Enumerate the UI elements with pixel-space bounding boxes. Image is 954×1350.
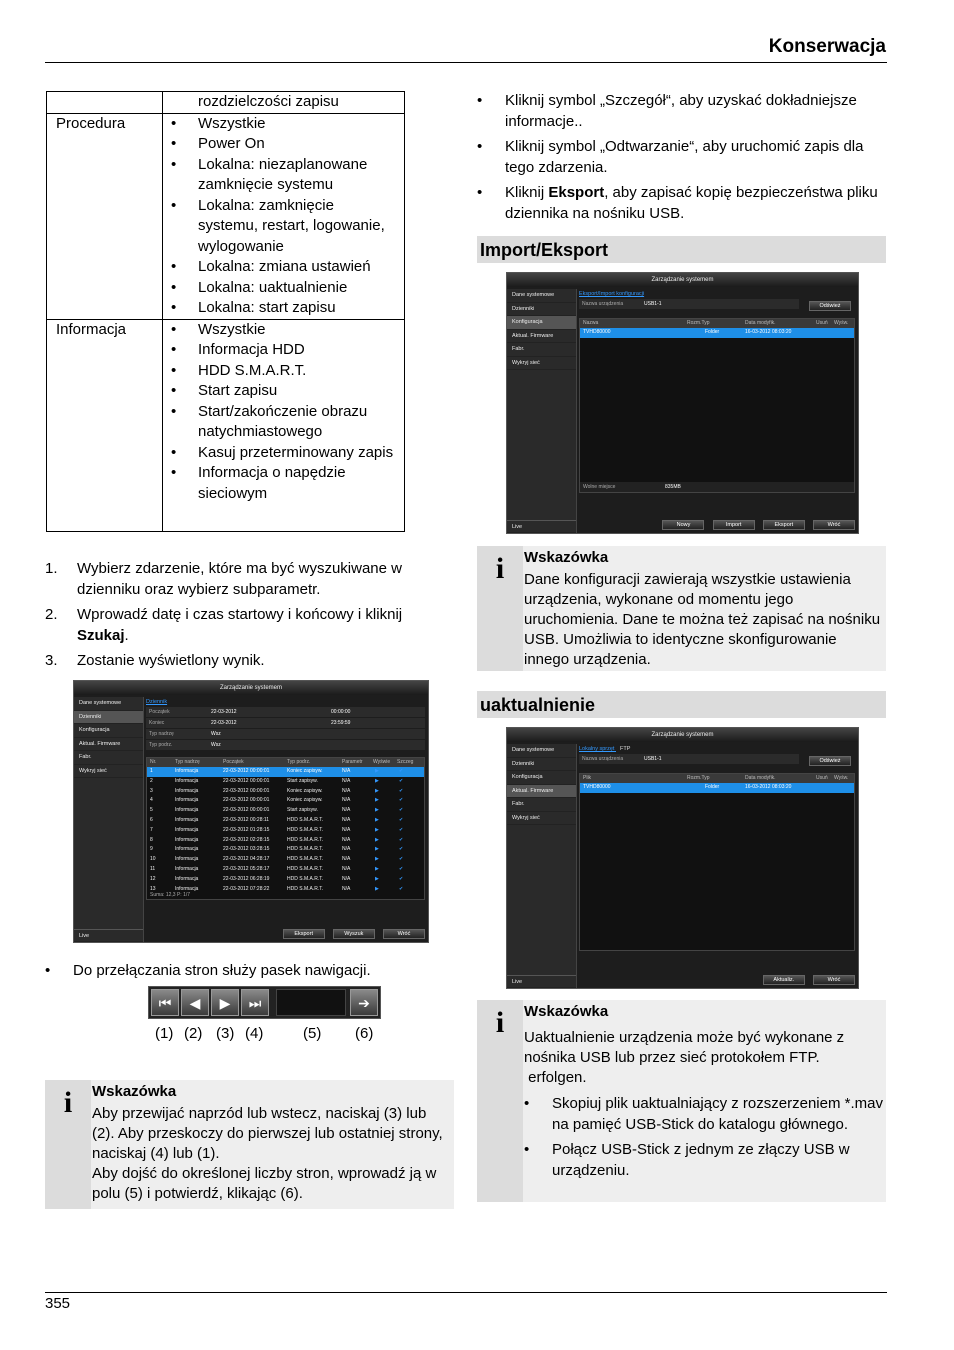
table-cell: N/A	[342, 768, 351, 774]
header-divider	[45, 62, 887, 63]
log-screenshot	[73, 680, 429, 943]
column-header: Usuń	[816, 775, 828, 781]
sidebar-item[interactable]: Fabr.	[74, 751, 143, 765]
play-icon[interactable]: ▶	[375, 768, 379, 774]
table-cell: HDD S.M.A.R.T.	[287, 885, 324, 892]
free-space-label: Wolne miejsce	[583, 484, 616, 490]
sidebar-item[interactable]: Fabr.	[507, 798, 576, 812]
device-select[interactable]	[579, 299, 799, 309]
sidebar-item[interactable]: Konfiguracja	[74, 724, 143, 738]
steps-list	[45, 559, 435, 677]
table-cell: 22-03-2012 06:28:19	[223, 875, 270, 882]
step-text: Wybierz zdarzenie, które ma być wyszukiwane w dzienniku oraz wybierz subparametr.	[77, 560, 402, 598]
table-cell: 1	[150, 768, 153, 774]
column-header: Szczeg	[397, 759, 414, 765]
main-panel	[579, 744, 855, 988]
details-icon[interactable]: ✔	[399, 797, 404, 804]
main-type-select[interactable]	[146, 729, 425, 739]
sidebar-item[interactable]: Fabr.	[507, 343, 576, 357]
table-cell: N/A	[342, 777, 351, 784]
table-cell: Informacja	[175, 816, 199, 823]
table-cell: HDD S.M.A.R.T.	[287, 836, 324, 843]
section-heading-import: Import/Eksport	[477, 236, 886, 263]
column-header: Data modyfik.	[745, 320, 776, 326]
play-icon[interactable]: ▶	[375, 816, 379, 823]
table-cell: N/A	[342, 846, 351, 853]
note-body	[524, 1002, 884, 1186]
list-item: • Wszystkie	[198, 320, 404, 341]
sidebar-item[interactable]: Dane systemowe	[507, 289, 576, 303]
play-icon[interactable]: ▶	[375, 856, 379, 863]
table-header	[580, 774, 854, 783]
table-cell: Informacja	[175, 826, 199, 833]
field-value: USB1-1	[644, 756, 662, 762]
table-cell: N/A	[342, 807, 351, 814]
step-number: 3.	[45, 652, 58, 669]
details-icon[interactable]: ✔	[399, 777, 404, 784]
field-label: Nazwa urządzenia	[582, 756, 624, 762]
column-header: Data modyfik.	[745, 775, 776, 781]
table-cell: Informacja	[175, 797, 199, 804]
field-value: Wsz	[211, 742, 221, 748]
play-icon[interactable]: ▶	[375, 787, 379, 794]
table-cell: 7	[150, 826, 153, 833]
field-label: Nazwa urządzenia	[582, 301, 624, 307]
right-bullet-list	[477, 91, 886, 229]
nav-label: (4)	[245, 1025, 264, 1042]
table-cell: 22-03-2012 00:00:01	[223, 768, 270, 774]
table-cell: 22-03-2012 01:28:15	[223, 826, 270, 833]
table-cell: 22-03-2012 02:28:15	[223, 836, 270, 843]
table-cell: 22-03-2012 04:28:17	[223, 856, 270, 863]
summary-text: Suma: 12,3 P: 1/7	[150, 892, 191, 898]
sidebar-item[interactable]: Dzienniki	[507, 758, 576, 772]
list-item	[45, 605, 435, 646]
table-cell: HDD S.M.A.R.T.	[287, 875, 324, 882]
sidebar-item[interactable]: Dzienniki	[507, 303, 576, 317]
file-date: 16-03-2012 08:03:20	[745, 329, 792, 335]
table-header	[147, 758, 424, 767]
nav-label: (2)	[184, 1025, 203, 1042]
table-cell: 22-03-2012 03:28:15	[223, 846, 270, 853]
table-cell: N/A	[342, 816, 351, 823]
play-icon[interactable]: ▶	[375, 885, 379, 892]
table-row[interactable]	[147, 855, 424, 865]
list-item: • Lokalna: start zapisu	[198, 298, 404, 319]
bullet-text: , aby zapisać kopię bezpieczeństwa pliku dziennika na nośniku USB.	[505, 184, 878, 222]
list-item	[45, 559, 435, 600]
info-icon: i	[45, 1080, 91, 1209]
tab-link[interactable]: Eksport/Import konfiguracji	[579, 291, 645, 297]
list-item: • Kliknij symbol „Odtwarzanie“, aby uruchomić zapis dla tego zdarzenia.	[477, 137, 886, 178]
list-item: • Lokalna: zamknięcie systemu, restart, logowanie, wylogowanie	[198, 196, 404, 258]
table-row[interactable]	[147, 777, 424, 787]
free-space-value: 835MB	[665, 484, 681, 490]
sidebar-item[interactable]: Dane systemowe	[507, 744, 576, 758]
table-cell: 6	[150, 816, 153, 823]
file-table	[579, 318, 855, 493]
live-button[interactable]: Live	[507, 520, 576, 534]
next-page-icon[interactable]: ▶	[211, 989, 239, 1016]
section-heading-update: uaktualnienie	[477, 691, 886, 718]
table-row[interactable]	[147, 875, 424, 885]
table-cell: 5	[150, 807, 153, 814]
note-box	[45, 1080, 454, 1209]
table-cell: 22-03-2012 00:00:01	[223, 807, 270, 814]
play-icon[interactable]: ▶	[375, 797, 379, 804]
field-time: 23:59:59	[331, 720, 351, 726]
table-cell: Informacja	[175, 787, 199, 794]
table-cell: 22-03-2012 05:28:17	[223, 865, 270, 872]
table-cell: Koniec zapisyw.	[287, 768, 323, 774]
last-page-icon[interactable]: ⏭	[241, 989, 269, 1016]
table-cell: Informacja	[175, 836, 199, 843]
table-cell: Start zapisyw.	[287, 777, 318, 784]
details-icon[interactable]: ✔	[399, 865, 404, 872]
back-button[interactable]: Wróć	[813, 520, 855, 530]
live-button[interactable]: Live	[74, 929, 143, 943]
table-label-cell	[47, 92, 163, 114]
nav-label: (3)	[216, 1025, 235, 1042]
note-body	[92, 1082, 452, 1204]
nav-label: (5)	[303, 1025, 322, 1042]
sidebar-item[interactable]: Aktual. Firmware	[74, 738, 143, 752]
step-text: Zostanie wyświetlony wynik.	[77, 652, 265, 669]
tab-ftp[interactable]: FTP	[620, 746, 631, 752]
window-title: Zarządzanie systemem	[507, 273, 858, 287]
new-button[interactable]: Nowy	[662, 520, 704, 530]
note-title: Wskazówka	[524, 1003, 609, 1020]
note-bullet-list	[524, 1094, 884, 1181]
info-icon: i	[477, 1000, 523, 1202]
button-bar	[279, 922, 425, 939]
table-cell: Informacja	[175, 777, 199, 784]
sidebar-item[interactable]: Wykryj sieć	[507, 357, 576, 371]
table-row[interactable]	[147, 836, 424, 846]
step-number: 2.	[45, 606, 58, 623]
log-rows	[147, 767, 424, 894]
first-page-icon[interactable]: ⏮	[151, 989, 179, 1016]
import-button[interactable]: Import	[713, 520, 755, 530]
bullet-text: Kliknij	[505, 184, 549, 201]
button-bar	[759, 968, 855, 985]
table-cell: N/A	[342, 836, 351, 843]
table-cell: Informacja	[175, 885, 199, 892]
list-item: • Lokalna: uaktualnienie	[198, 278, 404, 299]
note-title: Wskazówka	[92, 1083, 177, 1100]
table-cell: 2	[150, 777, 153, 784]
table-cell: Informacja	[175, 846, 199, 853]
list-item: • Informacja HDD	[198, 340, 404, 361]
play-icon[interactable]: ▶	[375, 875, 379, 882]
field-value: USB1-1	[644, 301, 662, 307]
note-title: Wskazówka	[524, 549, 609, 566]
note-box	[477, 1000, 886, 1202]
table-cell: N/A	[342, 865, 351, 872]
nav-bullet-list	[45, 961, 445, 987]
table-row[interactable]	[147, 767, 424, 777]
table-row	[47, 113, 405, 319]
table-label-cell: Procedura	[47, 113, 163, 319]
window-title: Zarządzanie systemem	[507, 728, 858, 742]
note-text: Aby dojść do określonej liczby stron, wprowadź ją w polu (5) i potwierdź, klikając (6).	[92, 1165, 437, 1202]
table-value-cell	[163, 113, 405, 319]
column-header: Początek	[223, 759, 244, 765]
export-button[interactable]: Eksport	[763, 520, 805, 530]
field-value: 22-03-2012	[211, 720, 237, 726]
list-item: • Power On	[198, 134, 404, 155]
column-header: Typ nadrzę	[175, 759, 200, 765]
sidebar-item[interactable]: Dane systemowe	[74, 697, 143, 711]
table-row[interactable]	[147, 826, 424, 836]
step-text: Wprowadź datę i czas startowy i końcowy i kliknij	[77, 606, 403, 623]
table-row	[47, 92, 405, 114]
list-item: • Połącz USB-Stick z jednym ze złączy USB w urządzeniu.	[524, 1140, 884, 1181]
play-icon[interactable]: ▶	[375, 865, 379, 872]
note-text: Aby przewijać naprzód lub wstecz, naciskaj (3) lub (2). Aby przeskoczy do pierwszej lub ostatniej strony, naciskaj (4) lub (1).	[92, 1105, 443, 1162]
details-icon[interactable]: ✔	[399, 816, 404, 823]
list-item: • Do przełączania stron służy pasek nawigacji.	[45, 961, 445, 982]
device-select[interactable]	[579, 754, 799, 764]
file-table	[579, 773, 855, 951]
table-row[interactable]	[580, 328, 854, 338]
table-cell: Informacja	[175, 768, 199, 774]
play-icon[interactable]: ▶	[375, 777, 379, 784]
table-cell: 22-03-2012 07:28:22	[223, 885, 270, 892]
sidebar-item[interactable]: Aktual. Firmware	[507, 330, 576, 344]
sidebar-item[interactable]: Wykryj sieć	[507, 812, 576, 826]
list-item: • Informacja o napędzie sieciowym	[198, 463, 404, 504]
table-cell: Start zapisyw.	[287, 807, 318, 814]
table-cell: N/A	[342, 787, 351, 794]
main-panel	[146, 697, 425, 942]
free-space-bar	[580, 482, 854, 492]
list-item: • Lokalna: zmiana ustawień	[198, 257, 404, 278]
refresh-button[interactable]: Odśwież	[809, 301, 851, 311]
table-cell: 10	[150, 856, 156, 863]
go-arrow-icon[interactable]: ➔	[350, 989, 378, 1016]
table-cell: N/A	[342, 797, 351, 804]
details-icon[interactable]: ✔	[399, 768, 404, 774]
note-box	[477, 546, 886, 671]
main-panel	[579, 289, 855, 533]
field-label: Początek	[149, 709, 170, 715]
table-row[interactable]	[147, 865, 424, 875]
page-number: 355	[45, 1295, 71, 1312]
table-value-cell: rozdzielczości zapisu	[163, 92, 405, 114]
details-icon[interactable]: ✔	[399, 875, 404, 882]
column-header: Parametr	[342, 759, 363, 765]
column-header: Wyśw.	[834, 775, 849, 781]
sub-type-select[interactable]	[146, 740, 425, 750]
note-body	[524, 548, 884, 670]
details-icon[interactable]: ✔	[399, 885, 404, 892]
window-title: Zarządzanie systemem	[74, 681, 428, 695]
file-type: Folder	[705, 784, 720, 790]
back-button[interactable]: Wróć	[383, 929, 425, 939]
step-text: .	[124, 626, 129, 644]
table-cell: 22-03-2012 00:00:01	[223, 797, 270, 804]
table-cell: HDD S.M.A.R.T.	[287, 816, 324, 823]
sidebar-menu	[507, 744, 577, 988]
play-icon[interactable]: ▶	[375, 846, 379, 853]
note-text: Uaktualnienie urządzenia może być wykonane z nośnika USB lub przez sieć protokołem FTP.	[524, 1029, 845, 1066]
table-cell: HDD S.M.A.R.T.	[287, 865, 324, 872]
table-cell: 12	[150, 875, 156, 882]
table-cell: 13	[150, 885, 156, 892]
tab-link	[579, 744, 855, 754]
field-label: Koniec	[149, 720, 165, 726]
list-item: • HDD S.M.A.R.T.	[198, 361, 404, 382]
column-header: Rozm.Typ	[687, 320, 710, 326]
column-header: Wyśw.	[834, 320, 849, 326]
table-cell: Informacja	[175, 807, 199, 814]
live-button[interactable]: Live	[507, 975, 576, 989]
step-number: 1.	[45, 560, 58, 577]
page-header-title: Konserwacja	[768, 36, 886, 57]
table-cell: N/A	[342, 875, 351, 882]
list-item: • Wszystkie	[198, 114, 404, 135]
nav-label: (6)	[355, 1025, 374, 1042]
details-icon[interactable]: ✔	[399, 807, 404, 814]
button-bar	[658, 513, 855, 530]
list-item: • Lokalna: niezaplanowane zamknięcie systemu	[198, 155, 404, 196]
field-label: Typ podrz.	[149, 742, 173, 748]
details-icon[interactable]: ✔	[399, 846, 404, 853]
file-name: TVHD80000	[583, 784, 611, 790]
tab-link[interactable]: Dziennik	[146, 699, 168, 705]
column-header: Rozm.Typ	[687, 775, 710, 781]
update-screenshot	[506, 727, 859, 989]
refresh-button[interactable]: Odśwież	[809, 756, 851, 766]
column-header: Nr.	[150, 759, 157, 765]
table-cell: 3	[150, 787, 153, 794]
table-cell: HDD S.M.A.R.T.	[287, 846, 324, 853]
table-cell: N/A	[342, 856, 351, 863]
table-cell: HDD S.M.A.R.T.	[287, 826, 324, 833]
file-name: TVHD80000	[583, 329, 611, 335]
update-button[interactable]: Aktualiz.	[763, 975, 805, 985]
field-label: Typ nadrzę	[149, 731, 174, 737]
details-icon[interactable]: ✔	[399, 856, 404, 863]
column-header: Usuń	[816, 320, 828, 326]
table-cell: Informacja	[175, 865, 199, 872]
table-cell: Informacja	[175, 856, 199, 863]
table-row[interactable]	[147, 845, 424, 855]
list-item: • Kasuj przeterminowany zapis	[198, 443, 404, 464]
table-cell: HDD S.M.A.R.T.	[287, 856, 324, 863]
details-icon[interactable]: ✔	[399, 826, 404, 833]
export-button[interactable]: Eksport	[283, 929, 325, 939]
sidebar-menu	[507, 289, 577, 533]
info-icon: i	[477, 546, 523, 671]
field-value: Wsz	[211, 731, 221, 737]
column-header: Typ podrz.	[287, 759, 311, 765]
column-header: Nazwa	[583, 320, 599, 326]
play-icon[interactable]: ▶	[375, 826, 379, 833]
table-cell: 22-03-2012 00:00:01	[223, 787, 270, 794]
table-row[interactable]	[147, 816, 424, 826]
start-field[interactable]	[146, 707, 425, 717]
back-button[interactable]: Wróć	[813, 975, 855, 985]
nav-label: (1)	[155, 1025, 174, 1042]
table-row[interactable]	[147, 787, 424, 797]
file-type: Folder	[705, 329, 720, 335]
field-value: 22-03-2012	[211, 709, 237, 715]
footer-divider	[45, 1292, 887, 1293]
end-field[interactable]	[146, 718, 425, 728]
table-cell: 9	[150, 846, 153, 853]
table-cell: N/A	[342, 885, 351, 892]
details-icon[interactable]: ✔	[399, 836, 404, 843]
list-item: • Start/zakończenie obrazu natychmiastowego	[198, 402, 404, 443]
table-cell: 8	[150, 836, 153, 843]
table-cell: N/A	[342, 826, 351, 833]
list-item: • Kliknij symbol „Szczegół“, aby uzyskać dokładniejsze informacje..	[477, 91, 886, 132]
page-number-input[interactable]	[276, 989, 346, 1016]
pagination-bar	[148, 986, 381, 1019]
list-item: • Skopiuj plik uaktualniający z rozszerzeniem *.mav na pamięć USB-Stick do katalogu głównego.	[524, 1094, 884, 1135]
table-header	[580, 319, 854, 328]
list-item	[45, 651, 435, 672]
note-text: erfolgen.	[524, 1069, 587, 1086]
table-cell: 11	[150, 865, 156, 872]
play-icon[interactable]: ▶	[375, 836, 379, 843]
bullet-bold-text: Eksport	[548, 184, 605, 201]
sidebar-item[interactable]: Dzienniki	[74, 711, 143, 725]
sidebar-item[interactable]: Wykryj sieć	[74, 765, 143, 779]
sidebar-item[interactable]: Konfiguracja	[507, 771, 576, 785]
import-screenshot	[506, 272, 859, 534]
column-header: Wyświe	[373, 759, 391, 765]
table-cell: Koniec zapisyw.	[287, 787, 323, 794]
sidebar-menu	[74, 697, 144, 942]
file-date: 16-03-2012 08:03:20	[745, 784, 792, 790]
search-button[interactable]: Wyszuk	[333, 929, 375, 939]
sidebar-item[interactable]: Aktual. Firmware	[507, 785, 576, 799]
table-cell: Koniec zapisyw.	[287, 797, 323, 804]
parameter-table	[46, 91, 405, 532]
column-header: Plik	[583, 775, 592, 781]
table-label-cell: Informacja	[47, 319, 163, 531]
table-row	[47, 319, 405, 531]
table-row[interactable]	[147, 806, 424, 816]
table-cell: 4	[150, 797, 153, 804]
sidebar-item[interactable]: Konfiguracja	[507, 316, 576, 330]
play-icon[interactable]: ▶	[375, 807, 379, 814]
details-icon[interactable]: ✔	[399, 787, 404, 794]
table-row[interactable]	[580, 783, 854, 793]
log-table	[146, 757, 425, 900]
step-bold-text: Szukaj	[77, 626, 125, 644]
list-item	[477, 183, 886, 224]
table-cell: 22-03-2012 00:28:11	[223, 816, 270, 823]
tab-local[interactable]: Lokalny sprzęt	[579, 746, 615, 752]
table-cell: 22-03-2012 00:00:01	[223, 777, 270, 784]
table-cell: Informacja	[175, 875, 199, 882]
list-item: • Start zapisu	[198, 381, 404, 402]
note-text: Dane konfiguracji zawierają wszystkie ustawienia urządzenia, wykonane od momentu jego uruchomienia. Dane te można też zapisać na nośniku USB. Umożliwia to identyczne skonfigurowanie innego urządzenia.	[524, 571, 881, 668]
prev-page-icon[interactable]: ◀	[181, 989, 209, 1016]
table-row[interactable]	[147, 796, 424, 806]
table-value-cell	[163, 319, 405, 531]
field-time: 00:00:00	[331, 709, 351, 715]
